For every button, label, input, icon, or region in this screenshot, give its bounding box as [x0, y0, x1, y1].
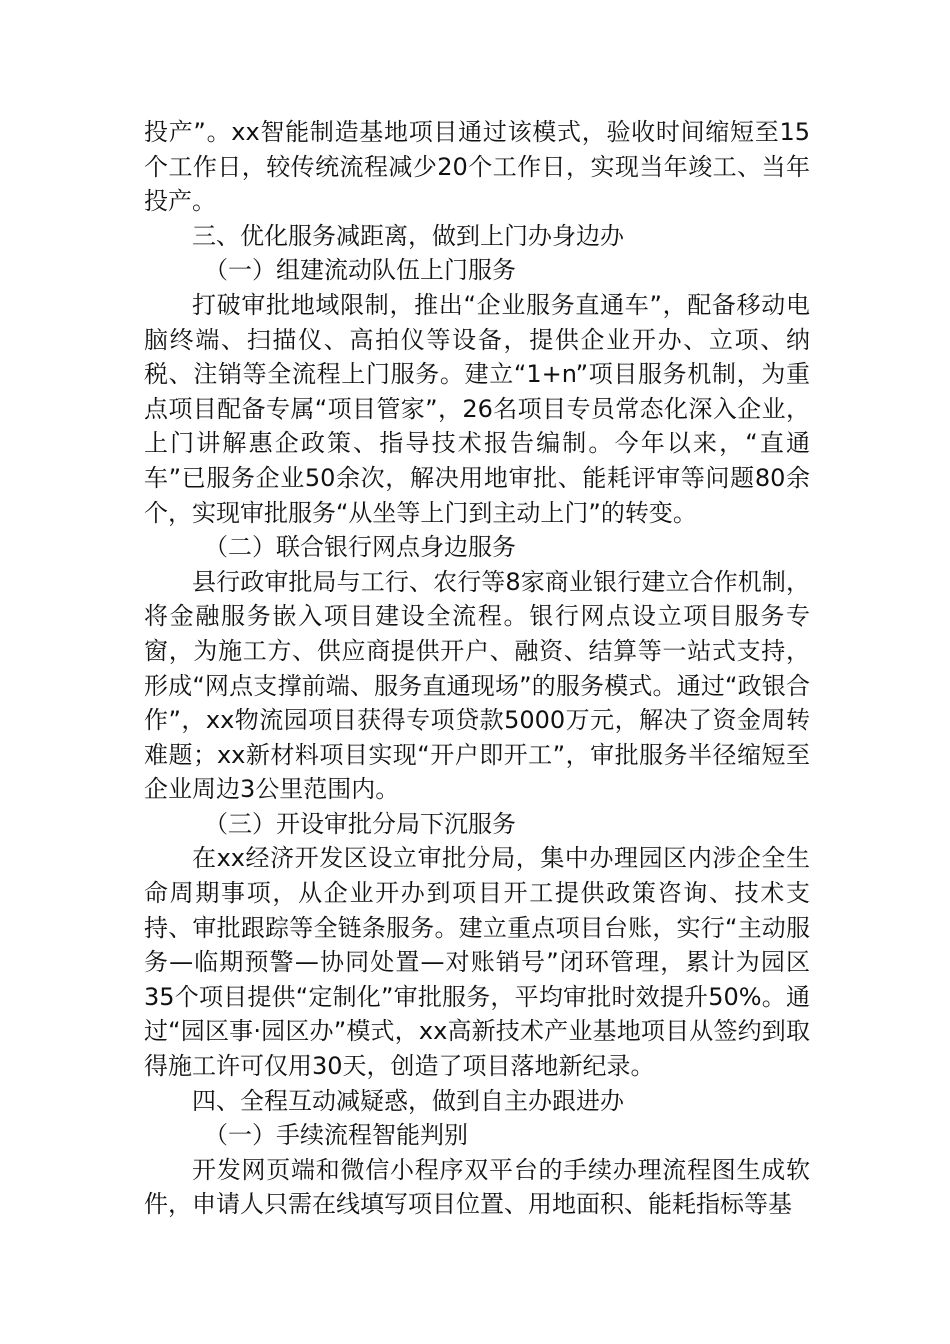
body-paragraph: 在xx经济开发区设立审批分局，集中办理园区内涉企全生命周期事项，从企业开办到项目开工提供政策咨询、技术支持、审批跟踪等全链条服务。建立重点项目台账，实行“主动服务—临期预警—协同处置—对账销号”闭环管理，累计为园区35个项目提供“定制化”审批服务，平均审批时效提升50%。通过“园区事·园区办”模式，xx高新技术产业基地项目从签约到取得施工许可仅用30天，创造了项目落地新纪录。 [144, 844, 810, 1081]
subheading: （一）手续流程智能判别 [204, 1121, 468, 1150]
body-paragraph: 打破审批地域限制，推出“企业服务直通车”，配备移动电脑终端、扫描仪、高拍仪等设备，提供企业开办、立项、纳税、注销等全流程上门服务。建立“1+n”项目服务机制，为重点项目配备专属“项目管家”，26名项目专员常态化深入企业，上门讲解惠企政策、指导技术报告编制。今年以来，“直通车”已服务企业50余次，解决用地审批、能耗评审等问题80余个，实现审批服务“从坐等上门到主动上门”的转变。 [144, 290, 810, 527]
subheading: （二）联合银行网点身边服务 [204, 533, 516, 562]
section-heading: 四、全程互动减疑惑，做到自主办跟进办 [192, 1086, 624, 1115]
section-heading: 三、优化服务减距离，做到上门办身边办 [192, 221, 624, 250]
document-body [144, 115, 810, 1222]
body-paragraph: 县行政审批局与工行、农行等8家商业银行建立合作机制，将金融服务嵌入项目建设全流程。银行网点设立项目服务专窗，为施工方、供应商提供开户、融资、结算等一站式支持，形成“网点支撑前端、服务直通现场”的服务模式。通过“政银合作”，xx物流园项目获得专项贷款5000万元，解决了资金周转难题；xx新材料项目实现“开户即开工”，审批服务半径缩短至企业周边3公里范围内。 [144, 567, 810, 804]
subheading: （三）开设审批分局下沉服务 [204, 809, 516, 838]
body-paragraph: 投产”。xx智能制造基地项目通过该模式，验收时间缩短至15个工作日，较传统流程减少20个工作日，实现当年竣工、当年投产。 [144, 118, 810, 216]
body-paragraph: 开发网页端和微信小程序双平台的手续办理流程图生成软件，申请人只需在线填写项目位置、用地面积、能耗指标等基 [144, 1155, 810, 1219]
subheading: （一）组建流动队伍上门服务 [204, 256, 516, 285]
